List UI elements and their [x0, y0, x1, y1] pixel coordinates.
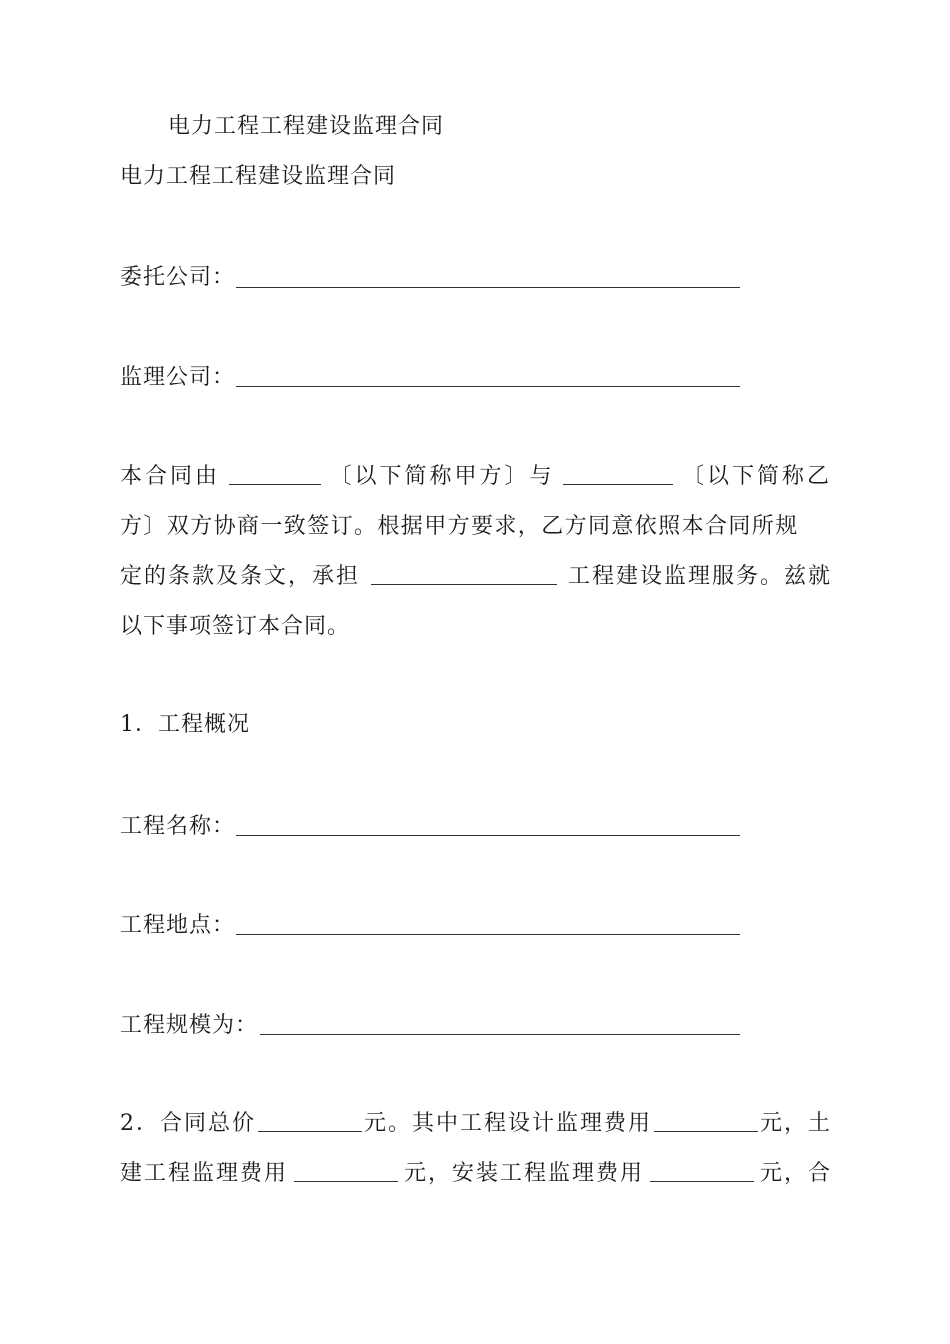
intro-text: 〔以下简称乙 — [681, 464, 832, 489]
sec2-text: 元，土 — [759, 1111, 832, 1136]
section-2-line-1 — [120, 1109, 832, 1139]
intro-text: 本合同由 — [120, 464, 221, 489]
intro-line-4: 以下事项签订本合同。 — [120, 614, 351, 639]
install-fee-blank — [650, 1159, 754, 1182]
document-title: 电力工程工程建设监理合同 — [168, 114, 445, 139]
section-2-line-2 — [120, 1159, 832, 1189]
intro-text: 〔以下简称甲方〕与 — [329, 464, 555, 489]
intro-text: 工程建设监理服务。兹就 — [567, 564, 832, 589]
project-name-blank — [236, 835, 740, 836]
section-1-heading: 1．工程概况 — [120, 712, 250, 737]
intro-line-1 — [120, 462, 832, 492]
intro-line-2: 方〕双方协商一致签订。根据甲方要求，乙方同意依照本合同所规 — [120, 514, 799, 539]
sec2-text: 元。其中工程设计监理费用 — [363, 1111, 652, 1136]
party-a-blank — [229, 462, 321, 485]
intro-text: 定的条款及条文，承担 — [120, 564, 361, 589]
sec2-text: 元，安装工程监理费用 — [403, 1161, 644, 1186]
project-location-label: 工程地点： — [120, 913, 236, 938]
document-subtitle: 电力工程工程建设监理合同 — [120, 164, 397, 189]
project-scale-blank — [260, 1034, 740, 1035]
project-name-label: 工程名称： — [120, 814, 236, 839]
client-blank — [236, 287, 740, 288]
design-fee-blank — [654, 1109, 758, 1132]
intro-line-3 — [120, 562, 832, 592]
civil-fee-blank — [294, 1159, 398, 1182]
project-scale-label: 工程规模为： — [120, 1013, 259, 1038]
supervisor-label: 监理公司： — [120, 365, 236, 390]
project-blank — [371, 562, 557, 585]
sec2-text: 元，合 — [759, 1161, 832, 1186]
project-location-blank — [236, 934, 740, 935]
supervisor-blank — [236, 386, 740, 387]
total-price-blank — [258, 1109, 362, 1132]
sec2-text: 2．合同总价 — [120, 1111, 256, 1136]
client-label: 委托公司： — [120, 265, 236, 290]
sec2-text: 建工程监理费用 — [120, 1161, 289, 1186]
party-b-blank — [563, 462, 673, 485]
